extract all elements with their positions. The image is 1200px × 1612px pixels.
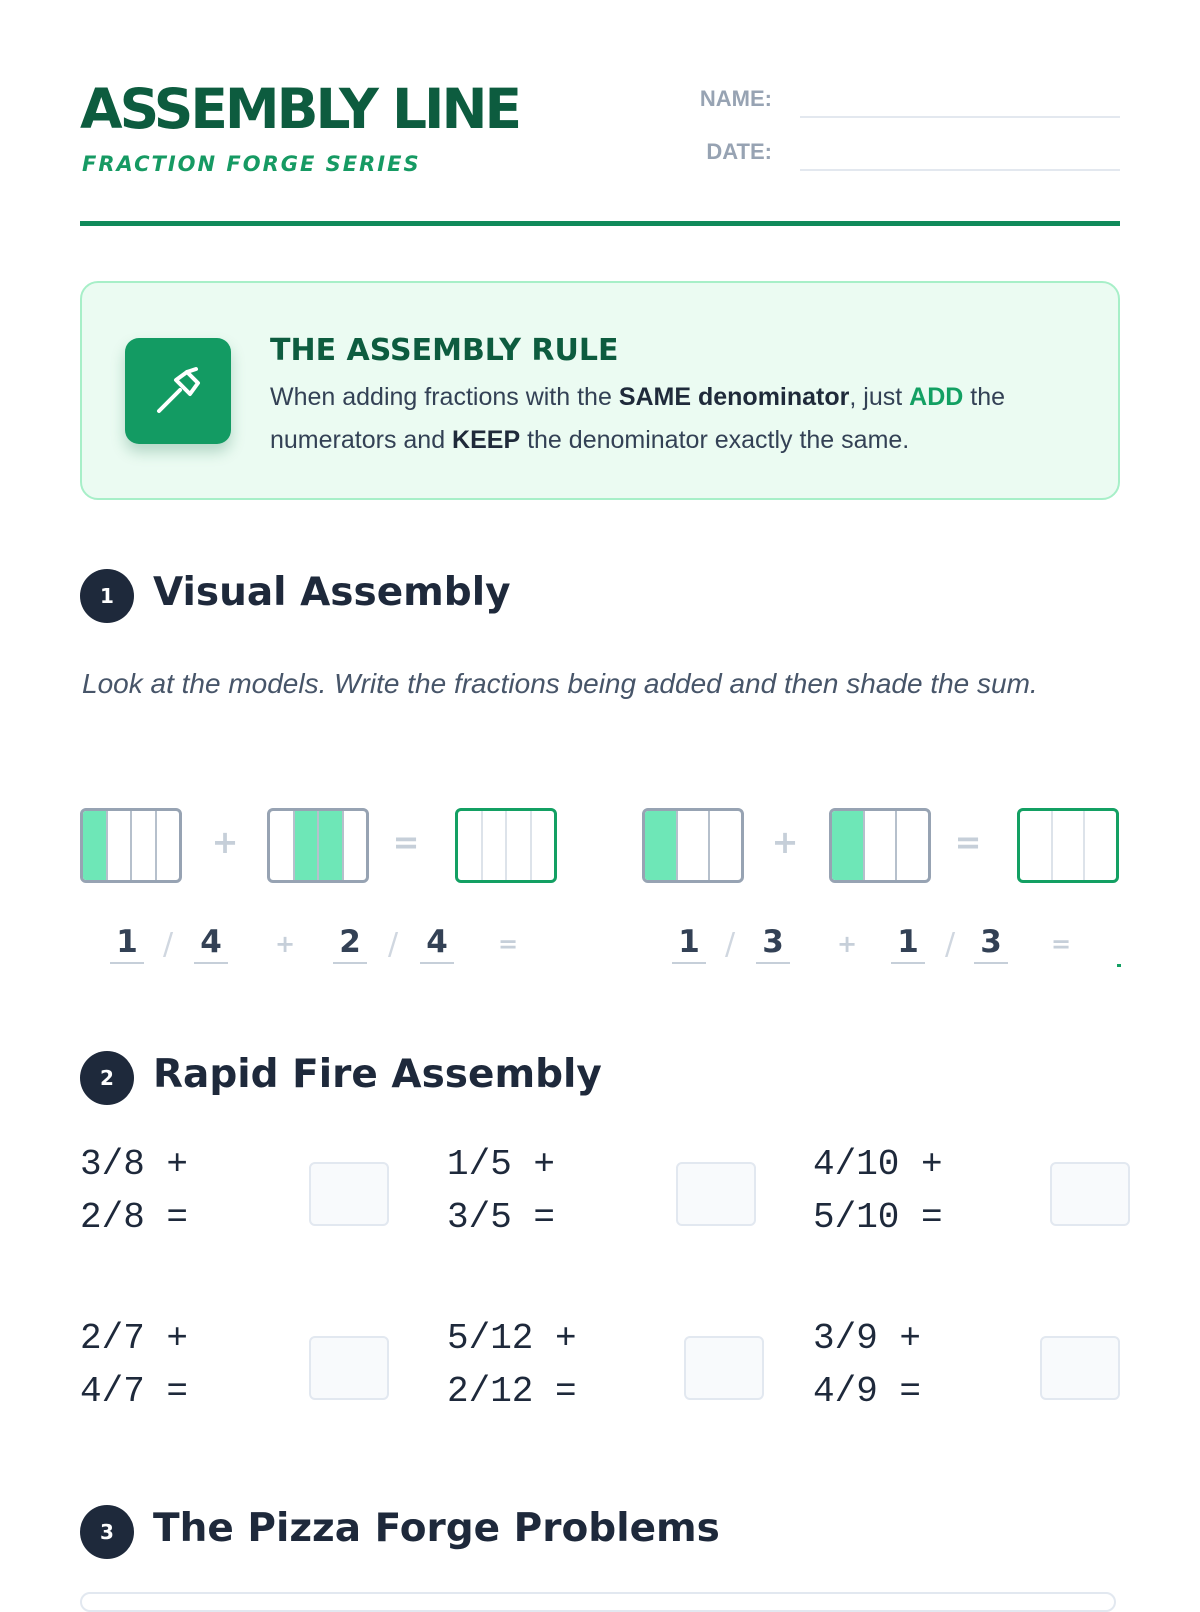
unshaded-part — [678, 811, 711, 880]
answer-box[interactable] — [309, 1336, 389, 1400]
sum-model[interactable] — [455, 808, 557, 883]
date-field[interactable] — [800, 169, 1120, 171]
unshaded-part[interactable] — [483, 811, 508, 880]
addition-problem: 1/5 + 3/5 = — [447, 1144, 556, 1238]
rule-title: THE ASSEMBLY RULE — [270, 333, 619, 368]
assembly-rule-callout — [80, 281, 1120, 500]
answer-box[interactable] — [1040, 1336, 1120, 1400]
fraction-model — [80, 808, 182, 883]
addition-problem: 5/12 + 2/12 = — [447, 1318, 577, 1412]
addition-problem: 3/9 + 4/9 = — [813, 1318, 922, 1412]
sum-model[interactable] — [1017, 808, 1119, 883]
fraction-model — [829, 808, 931, 883]
unshaded-part — [132, 811, 157, 880]
addition-problem: 3/8 + 2/8 = — [80, 1144, 189, 1238]
answer-blank[interactable] — [1117, 964, 1121, 967]
section-title: Visual Assembly — [153, 570, 511, 615]
fraction-slash: / — [387, 927, 399, 962]
addition-problem: 2/7 + 4/7 = — [80, 1318, 189, 1412]
equals-sign: = — [954, 823, 982, 861]
answer-box[interactable] — [1050, 1162, 1130, 1226]
addition-problem: 4/10 + 5/10 = — [813, 1144, 943, 1238]
shaded-part — [83, 811, 108, 880]
unshaded-part[interactable] — [1085, 811, 1116, 880]
denominator[interactable]: 4 — [194, 924, 228, 964]
worksheet-series: FRACTION FORGE SERIES — [82, 152, 421, 176]
unshaded-part — [710, 811, 741, 880]
unshaded-part[interactable] — [458, 811, 483, 880]
unshaded-part — [270, 811, 295, 880]
unshaded-part — [108, 811, 133, 880]
unshaded-part[interactable] — [1053, 811, 1086, 880]
plus-sign: + — [274, 930, 296, 958]
fraction-slash: / — [724, 927, 736, 962]
numerator[interactable]: 1 — [110, 924, 144, 964]
numerator[interactable]: 1 — [672, 924, 706, 964]
worksheet-page — [80, 0, 1120, 1600]
shaded-part — [295, 811, 320, 880]
shaded-part — [645, 811, 678, 880]
numerator[interactable]: 2 — [333, 924, 367, 964]
hammer-icon — [125, 338, 231, 444]
shaded-part — [832, 811, 865, 880]
worksheet-title: ASSEMBLY LINE — [80, 77, 520, 141]
section-number-badge: 2 — [80, 1051, 134, 1105]
shaded-part — [319, 811, 344, 880]
equals-sign: = — [392, 823, 420, 861]
unshaded-part — [865, 811, 898, 880]
plus-sign: + — [211, 823, 239, 861]
unshaded-part — [897, 811, 928, 880]
name-field[interactable] — [800, 116, 1120, 118]
equals-sign: = — [497, 930, 519, 958]
plus-sign: + — [836, 930, 858, 958]
denominator[interactable]: 3 — [756, 924, 790, 964]
answer-box[interactable] — [684, 1336, 764, 1400]
name-label: NAME: — [699, 86, 772, 111]
section-title: The Pizza Forge Problems — [153, 1506, 720, 1551]
rule-text: When adding fractions with the SAME denominator, just ADD the numerators and KEEP the denominator exactly the same. — [270, 383, 1006, 454]
section-title: Rapid Fire Assembly — [153, 1052, 602, 1097]
unshaded-part — [157, 811, 180, 880]
section-instructions: Look at the models. Write the fractions being added and then shade the sum. — [82, 668, 1038, 699]
plus-sign: + — [771, 823, 799, 861]
fraction-model — [267, 808, 369, 883]
fraction-model — [642, 808, 744, 883]
equals-sign: = — [1050, 930, 1072, 958]
section-number-badge: 3 — [80, 1505, 134, 1559]
unshaded-part[interactable] — [532, 811, 555, 880]
denominator[interactable]: 4 — [420, 924, 454, 964]
denominator[interactable]: 3 — [974, 924, 1008, 964]
date-label: DATE: — [706, 139, 772, 164]
header-divider — [80, 221, 1120, 226]
answer-box[interactable] — [309, 1162, 389, 1226]
fraction-slash: / — [944, 927, 956, 962]
unshaded-part — [344, 811, 367, 880]
problem-card — [80, 1592, 1116, 1612]
unshaded-part[interactable] — [1020, 811, 1053, 880]
section-number-badge: 1 — [80, 569, 134, 623]
numerator[interactable]: 1 — [891, 924, 925, 964]
answer-box[interactable] — [676, 1162, 756, 1226]
unshaded-part[interactable] — [507, 811, 532, 880]
fraction-slash: / — [162, 927, 174, 962]
